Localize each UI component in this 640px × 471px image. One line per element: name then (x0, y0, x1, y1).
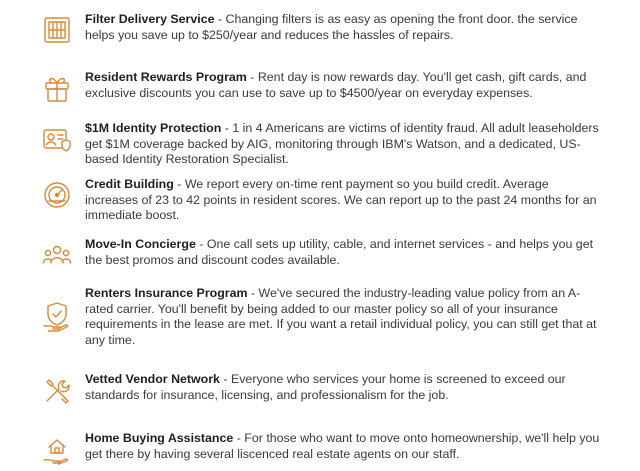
service-text (85, 286, 600, 348)
service-separator: - (246, 70, 258, 84)
credit-gauge-icon (40, 179, 74, 211)
service-separator: - (247, 286, 259, 300)
concierge-people-icon (40, 239, 74, 271)
service-text (85, 121, 600, 168)
identity-card-icon (40, 123, 74, 155)
service-title: Move-In Concierge (85, 237, 196, 251)
service-text (85, 70, 600, 101)
service-separator: - (219, 372, 231, 386)
service-item (40, 70, 610, 110)
service-description: For those who want to move onto homeownership, we'll help you get there by having several liscenced real estate agents on our staff. (85, 431, 600, 461)
air-filter-icon (40, 14, 74, 46)
service-text (85, 12, 600, 43)
gift-icon (40, 72, 74, 104)
service-description: Changing filters is as easy as opening the front door. the service helps you save up to $250/year and reduces the hassles of repairs. (85, 12, 578, 42)
service-item (40, 286, 610, 347)
service-item (40, 177, 610, 223)
service-description: We report every on-time rent payment so you build credit. Average increases of 23 to 42 points in resident scores. We can report up to the past 24 months for an immediate boost. (85, 177, 597, 223)
service-separator: - (173, 177, 185, 191)
service-text (85, 431, 600, 462)
service-title: Renters Insurance Program (85, 286, 248, 300)
service-text (85, 237, 600, 268)
service-title: Resident Rewards Program (85, 70, 247, 84)
service-description: Everyone who services your home is screened to exceed our standards for insurance, licensing, and professionalism for the job. (85, 372, 566, 402)
tools-icon (40, 374, 74, 406)
service-item (40, 237, 610, 277)
service-text (85, 372, 600, 403)
service-separator: - (195, 237, 207, 251)
service-description: 1 in 4 Americans are victims of identity fraud. All adult leaseholders get $1M coverage backed by AIG, monitoring through IBM's Watson, and a dedicated, US-based Identity Restoration Specialist. (85, 121, 599, 167)
service-title: $1M Identity Protection (85, 121, 222, 135)
service-item (40, 431, 610, 471)
service-title: Credit Building (85, 177, 174, 191)
service-description: Rent day is now rewards day. You'll get cash, gift cards, and exclusive discounts you can use to save up to $4500/year on everyday expenses. (85, 70, 587, 100)
service-title: Home Buying Assistance (85, 431, 234, 445)
house-hand-icon (40, 433, 74, 465)
service-text (85, 177, 600, 224)
service-item (40, 12, 610, 52)
service-title: Vetted Vendor Network (85, 372, 220, 386)
service-separator: - (221, 121, 233, 135)
service-item (40, 121, 610, 167)
service-separator: - (233, 431, 245, 445)
service-description: We've secured the industry-leading value policy from an A-rated carrier. You'll benefit by being added to our master policy so all of your insurance requirements in the lease are met. If you want a retail individual policy, you can still get that at any time. (85, 286, 597, 347)
shield-hand-icon (40, 300, 74, 332)
service-item (40, 372, 610, 412)
service-description: One call sets up utility, cable, and internet services - and helps you get the best promos and discount codes available. (85, 237, 594, 267)
service-title: Filter Delivery Service (85, 12, 215, 26)
service-separator: - (214, 12, 226, 26)
